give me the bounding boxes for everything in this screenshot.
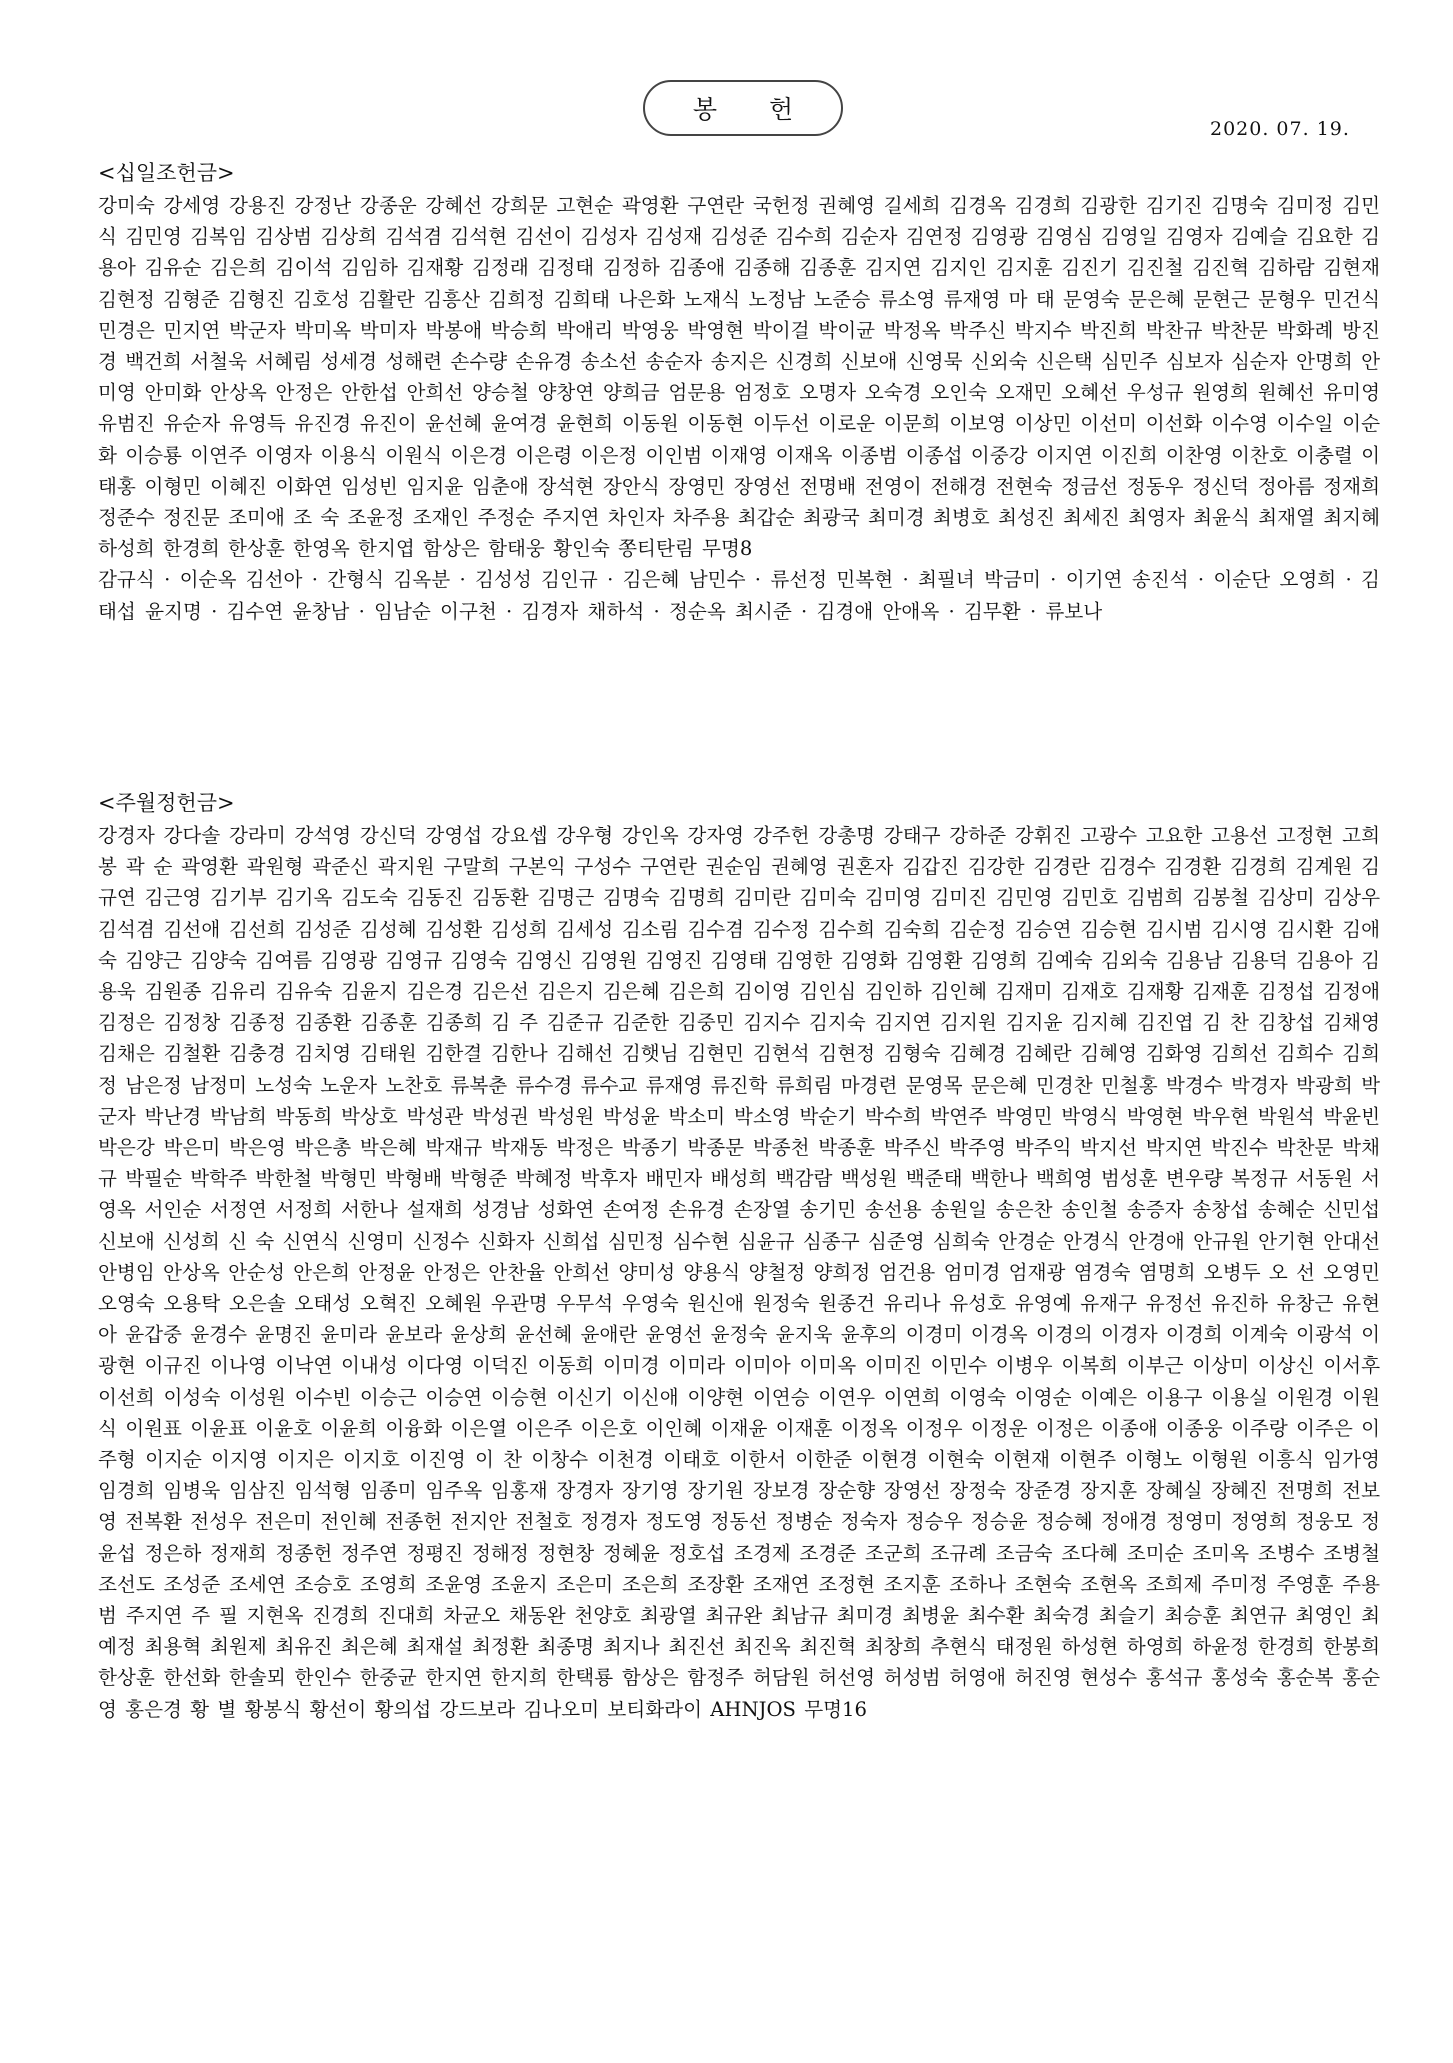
section-title: <십일조헌금> (98, 161, 235, 185)
page-title: 봉 헌 (643, 80, 843, 136)
couple-name-list: 감규식 · 이순옥 김선아 · 간형식 김옥분 · 김성성 김인규 · 김은혜 남민수 · 류선정 민복현 · 최필녀 박금미 · 이기연 송진석 · 이순단 오영희 · 김태섭 윤지명 · 김수연 윤창남 · 임남순 이구천 · 김경자 채하석 · 정순옥 최시준 · 김경애 안애옥 · 김무환 · 류보나 (98, 568, 1380, 623)
donor-name-list: 강경자 강다솔 강라미 강석영 강신덕 강영섭 강요셉 강우형 강인옥 강자영 강주헌 강총명 강태구 강하준 강휘진 고광수 고요한 고용선 고정현 고희봉 곽 순 곽영환 곽원형 곽준신 곽지원 구말희 구본익 구성수 구연란 권순임 권혜영 권혼자 김갑진 김강한 김경란 김경수 김경환 김경희 김계원 김규연 김근영 김기부 김기옥 김도숙 김동진 김동환 김명근 김명숙 김명희 김미란 김미숙 김미영 김미진 김민영 김민호 김범희 김봉철 김상미 김상우 김석겸 김선애 김선희 김성준 김성혜 김성환 김성희 김세성 김소림 김수겸 김수정 김수희 김숙희 김순정 김승연 김승현 김시범 김시영 김시환 김애숙 김양근 김양숙 김여름 김영광 김영규 김영숙 김영신 김영원 김영진 김영태 김영한 김영화 김영환 김영희 김예숙 김외숙 김용남 김용덕 김용아 김용욱 김원종 김유리 김유숙 김윤지 김은경 김은선 김은지 김은혜 김은희 김이영 김인심 김인하 김인혜 김재미 김재호 김재황 김재훈 김정섭 김정애 김정은 김정창 김종정 김종환 김종훈 김종희 김 주 김준규 김준한 김중민 김지수 김지숙 김지연 김지원 김지윤 김지혜 김진엽 김 찬 김창섭 김채영 김채은 김철환 김충경 김치영 김태원 김한결 김한나 김해선 김햇님 김현민 김현석 김현정 김형숙 김혜경 김혜란 김혜영 김화영 김희선 김희수 김희정 남은정 남정미 노성숙 노운자 노찬호 류복춘 류수경 류수교 류재영 류진학 류희림 마경련 문영목 문은혜 민경찬 민철홍 박경수 박경자 박광희 박군자 박난경 박남희 박동희 박상호 박성관 박성권 박성원 박성윤 박소미 박소영 박순기 박수희 박연주 박영민 박영식 박영현 박우현 박원석 박윤빈 박은강 박은미 박은영 박은총 박은혜 박재규 박재동 박정은 박종기 박종문 박종천 박종훈 박주신 박주영 박주익 박지선 박지연 박진수 박찬문 박채규 박필순 박학주 박한철 박형민 박형배 박형준 박혜정 박후자 배민자 배성희 백감람 백성원 백준태 백한나 백희영 범성훈 변우량 복정규 서동원 서영옥 서인순 서정연 서정희 서한나 설재희 성경남 성화연 손여정 손유경 손장열 송기민 송선용 송원일 송은찬 송인철 송증자 송창섭 송혜순 신민섭 신보애 신성희 신 숙 신연식 신영미 신정수 신화자 신희섭 심민정 심수현 심윤규 심종구 심준영 심희숙 안경순 안경식 안경애 안규원 안기현 안대선 안병임 안상옥 안순성 안은희 안정윤 안정은 안찬율 안희선 양미성 양용식 양철정 양희정 엄건용 엄미경 엄재광 염경숙 염명희 오병두 오 선 오영민 오영숙 오용탁 오은솔 오태성 오혁진 오혜원 우관명 우무석 우영숙 원신애 원정숙 원종건 유리나 유성호 유영예 유재구 유정선 유진하 유창근 유현아 윤갑중 윤경수 윤명진 윤미라 윤보라 윤상희 윤선혜 윤애란 윤영선 윤정숙 윤지욱 윤후의 이경미 이경옥 이경의 이경자 이경희 이계숙 이광석 이광현 이규진 이나영 이낙연 이내성 이다영 이덕진 이동희 이미경 이미라 이미아 이미옥 이미진 이민수 이병우 이복희 이부근 이상미 이상신 이서후 이선희 이성숙 이성원 이수빈 이승근 이승연 이승현 이신기 이신애 이양현 이연승 이연우 이연희 이영숙 이영순 이예은 이용구 이용실 이원경 이원식 이원표 이윤표 이윤호 이윤희 이융화 이은열 이은주 이은호 이인혜 이재윤 이재훈 이정옥 이정우 이정운 이정은 이종애 이종웅 이주랑 이주은 이주형 이지순 이지영 이지은 이지호 이진영 이 찬 이창수 이천경 이태호 이한서 이한준 이현경 이현숙 이현재 이현주 이형노 이형원 이흥식 임가영 임경희 임병욱 임삼진 임석형 임종미 임주옥 임홍재 장경자 장기영 장기원 장보경 장순향 장영선 장정숙 장준경 장지훈 장혜실 장혜진 전명희 전보영 전복환 전성우 전은미 전인혜 전종헌 전지안 전철호 정경자 정도영 정동선 정병순 정숙자 정승우 정승윤 정승혜 정애경 정영미 정영희 정웅모 정윤섭 정은하 정재희 정종헌 정주연 정평진 정해정 정현창 정혜윤 정호섭 조경제 조경준 조군희 조규례 조금숙 조다혜 조미순 조미옥 조병수 조병철 조선도 조성준 조세연 조승호 조영희 조윤영 조윤지 조은미 조은희 조장환 조재연 조정현 조지훈 조하나 조현숙 조현옥 조희제 주미정 주영훈 주용범 주지연 주 필 지현옥 진경희 진대희 차균오 채동완 천양호 최광열 최규완 최남규 최미경 최병윤 최수환 최숙경 최슬기 최승훈 최연규 최영인 최예정 최용혁 최원제 최유진 최은혜 최재설 최정환 최종명 최지나 최진선 최진옥 최진혁 최창희 추현식 태정원 하성현 하영희 하윤정 한경희 한봉희 한상훈 한선화 한솔뫼 한인수 한중균 한지연 한지희 한택룡 함상은 함정주 허담원 허선영 허성범 허영애 허진영 현성수 홍석규 홍성숙 홍순복 홍순영 홍은경 황 별 황봉식 황선이 황의섭 강드보라 김나오미 보티화라이 AHNJOS 무명16 (98, 824, 1380, 1721)
donor-name-list: 강미숙 강세영 강용진 강정난 강종운 강혜선 강희문 고현순 곽영환 구연란 국헌정 권혜영 길세희 김경옥 김경희 김광한 김기진 김명숙 김미정 김민식 김민영 김복임 김상범 김상희 김석겸 김석현 김선이 김성자 김성재 김성준 김수희 김순자 김연정 김영광 김영심 김영일 김영자 김예슬 김요한 김용아 김유순 김은희 김이석 김임하 김재황 김정래 김정태 김정하 김종애 김종해 김종훈 김지연 김지인 김지훈 김진기 김진철 김진혁 김하람 김현재 김현정 김형준 김형진 김호성 김활란 김흥산 김희정 김희태 나은화 노재식 노정남 노준승 류소영 류재영 마 태 문영숙 문은혜 문현근 문형우 민건식 민경은 민지연 박군자 박미옥 박미자 박봉애 박승희 박애리 박영웅 박영현 박이걸 박이균 박정옥 박주신 박지수 박진희 박찬규 박찬문 박화례 방진경 백건희 서철욱 서혜림 성세경 성해련 손수량 손유경 송소선 송순자 송지은 신경희 신보애 신영묵 신외숙 신은택 심민주 심보자 심순자 안명희 안미영 안미화 안상옥 안정은 안한섭 안희선 양승철 양창연 양희금 엄문용 엄정호 오명자 오숙경 오인숙 오재민 오혜선 우성규 원영희 원혜선 유미영 유범진 유순자 유영득 유진경 유진이 윤선혜 윤여경 윤현희 이동원 이동현 이두선 이로운 이문희 이보영 이상민 이선미 이선화 이수영 이수일 이순화 이승룡 이연주 이영자 이용식 이원식 이은경 이은령 이은정 이인범 이재영 이재옥 이종범 이종섭 이중강 이지연 이진희 이찬영 이찬호 이충렬 이태홍 이형민 이혜진 이화연 임성빈 임지윤 임춘애 장석현 장안식 장영민 장영선 전명배 전영이 전해경 전현숙 정금선 정동우 정신덕 정아름 정재희 정준수 정진문 조미애 조 숙 조윤정 조재인 주정순 주지연 차인자 차주용 최갑순 최광국 최미경 최병호 최성진 최세진 최영자 최윤식 최재열 최지혜 하성희 한경희 한상훈 한영옥 한지엽 함상은 함태웅 황인숙 쫑티탄림 무명8 (98, 194, 1380, 561)
date-label: 2020. 07. 19. (1210, 118, 1350, 140)
section-title: <주월정헌금> (98, 791, 235, 815)
section-tithe (98, 158, 1380, 627)
section-monthly (98, 788, 1380, 1725)
